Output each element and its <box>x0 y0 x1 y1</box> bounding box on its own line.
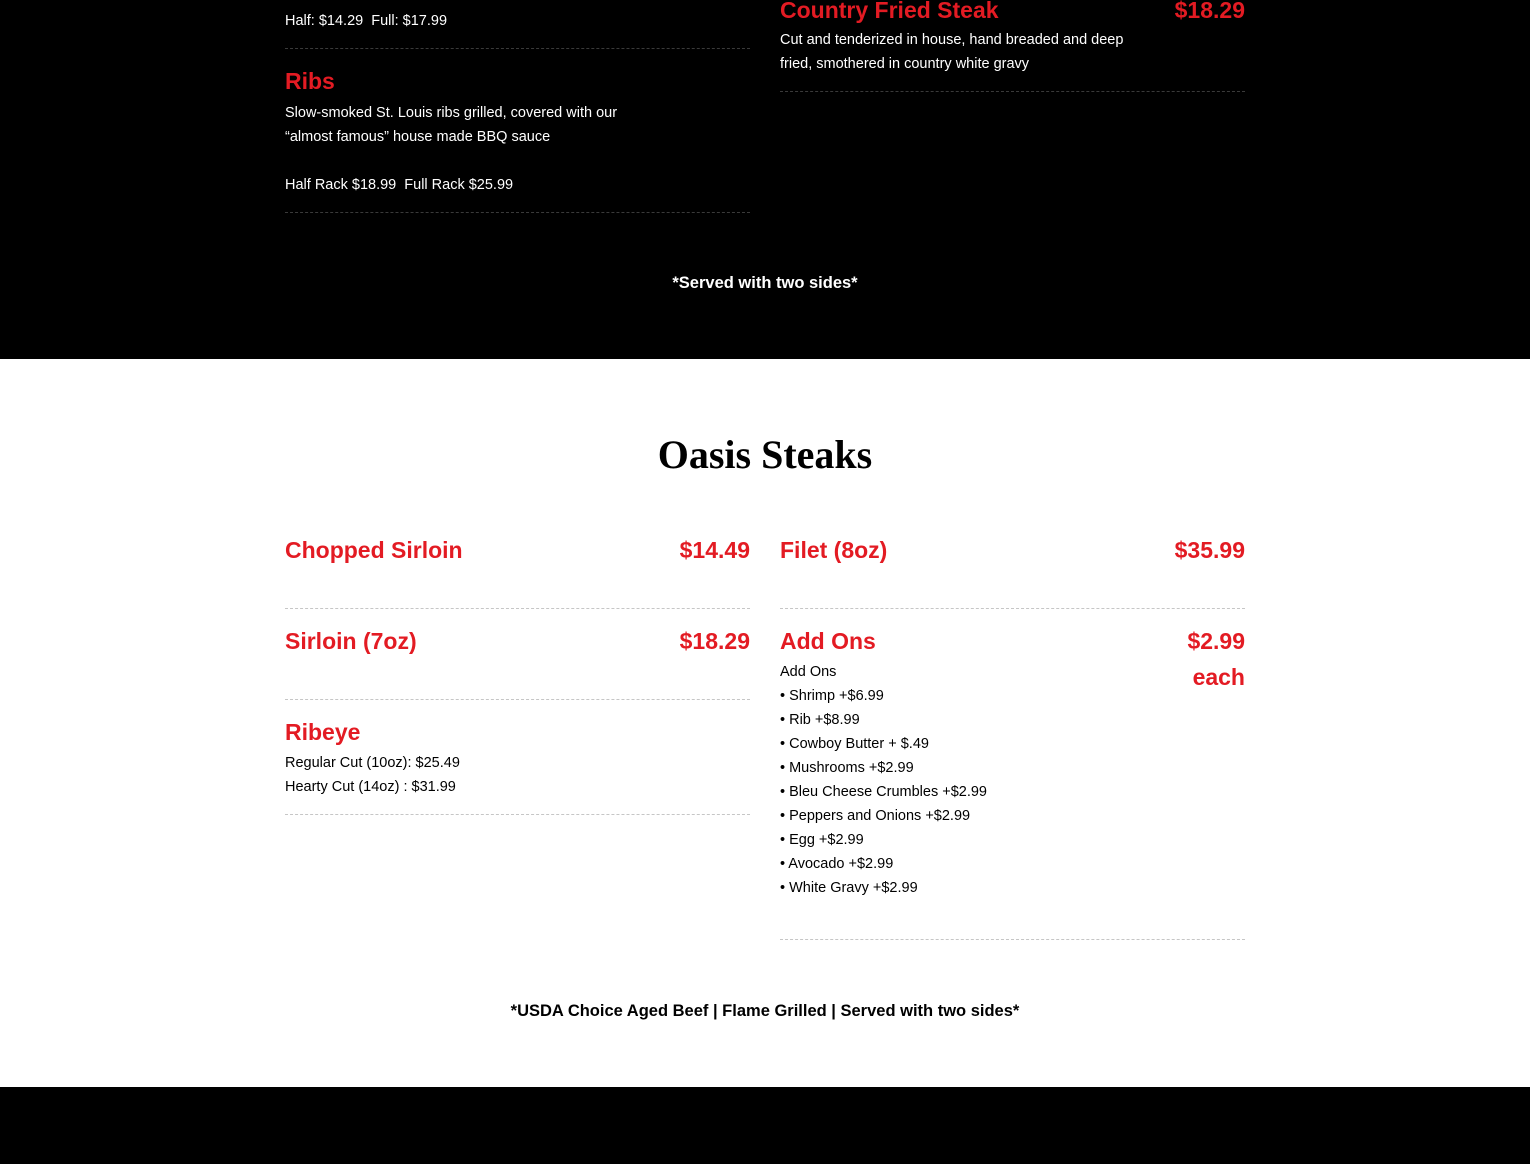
menu-right-column <box>780 0 1245 213</box>
menu-columns <box>285 0 1245 213</box>
item-price: $18.29 <box>679 628 750 654</box>
item-description-line: Cut and tenderized in house, hand breaded and deep <box>780 32 1124 48</box>
item-price: $18.29 <box>1174 0 1245 23</box>
item-prices: Half: $14.29 Full: $17.99 <box>285 13 448 29</box>
list-item: • Cowboy Butter + $.49 <box>780 736 929 752</box>
menu-item-ribeye <box>285 700 750 815</box>
menu-section-dark-next <box>0 1087 1530 1164</box>
item-price: $35.99 <box>1174 537 1245 563</box>
menu-container <box>285 359 1245 1087</box>
item-prices: Half Rack $18.99 Full Rack $25.99 <box>285 177 514 193</box>
list-item: • Avocado +$2.99 <box>780 856 894 872</box>
item-name: Chopped Sirloin <box>285 537 463 563</box>
menu-container <box>285 0 1245 292</box>
menu-item-country-fried-steak <box>780 0 1245 92</box>
list-item: • Egg +$2.99 <box>780 832 864 848</box>
list-item: • Rib +$8.99 <box>780 712 860 728</box>
item-description-line: Regular Cut (10oz): $25.49 <box>285 755 460 771</box>
item-name: Ribeye <box>285 719 361 745</box>
item-description-line: Hearty Cut (14oz) : $31.99 <box>285 779 456 795</box>
list-item: • White Gravy +$2.99 <box>780 880 918 896</box>
section-footnote: *Served with two sides* <box>672 274 858 292</box>
menu-item-chopped-sirloin <box>285 522 750 609</box>
item-name: Filet (8oz) <box>780 537 888 563</box>
menu-item-sirloin <box>285 609 750 700</box>
item-name: Ribs <box>285 68 335 94</box>
menu-item-add-ons <box>780 609 1245 940</box>
item-price: $14.49 <box>679 537 750 563</box>
item-name: Sirloin (7oz) <box>285 628 417 654</box>
add-ons-heading: Add Ons <box>780 664 837 680</box>
item-description-line: Slow-smoked St. Louis ribs grilled, covered with our <box>285 105 618 121</box>
menu-section-steaks <box>0 359 1530 1087</box>
section-title: Oasis Steaks <box>657 432 873 477</box>
list-item: • Mushrooms +$2.99 <box>780 760 914 776</box>
list-item: • Bleu Cheese Crumbles +$2.99 <box>780 784 987 800</box>
item-description-line: “almost famous” house made BBQ sauce <box>285 129 551 145</box>
menu-item-partial <box>285 0 750 49</box>
menu-item-filet <box>780 522 1245 609</box>
item-price-amount: $2.99 <box>1187 628 1245 654</box>
item-price <box>1187 623 1245 695</box>
add-ons-list <box>780 684 987 900</box>
list-item: • Peppers and Onions +$2.99 <box>780 808 971 824</box>
item-name: Country Fried Steak <box>780 0 999 23</box>
item-description-line: fried, smothered in country white gravy <box>780 56 1030 72</box>
section-footnote: *USDA Choice Aged Beef | Flame Grilled | Served with two sides* <box>510 1002 1020 1020</box>
item-price-unit: each <box>1192 664 1245 690</box>
menu-section-dark <box>0 0 1530 359</box>
menu-item-ribs <box>285 49 750 213</box>
list-item: • Shrimp +$6.99 <box>780 688 884 704</box>
item-name: Add Ons <box>780 628 876 654</box>
menu-left-column <box>285 0 750 213</box>
